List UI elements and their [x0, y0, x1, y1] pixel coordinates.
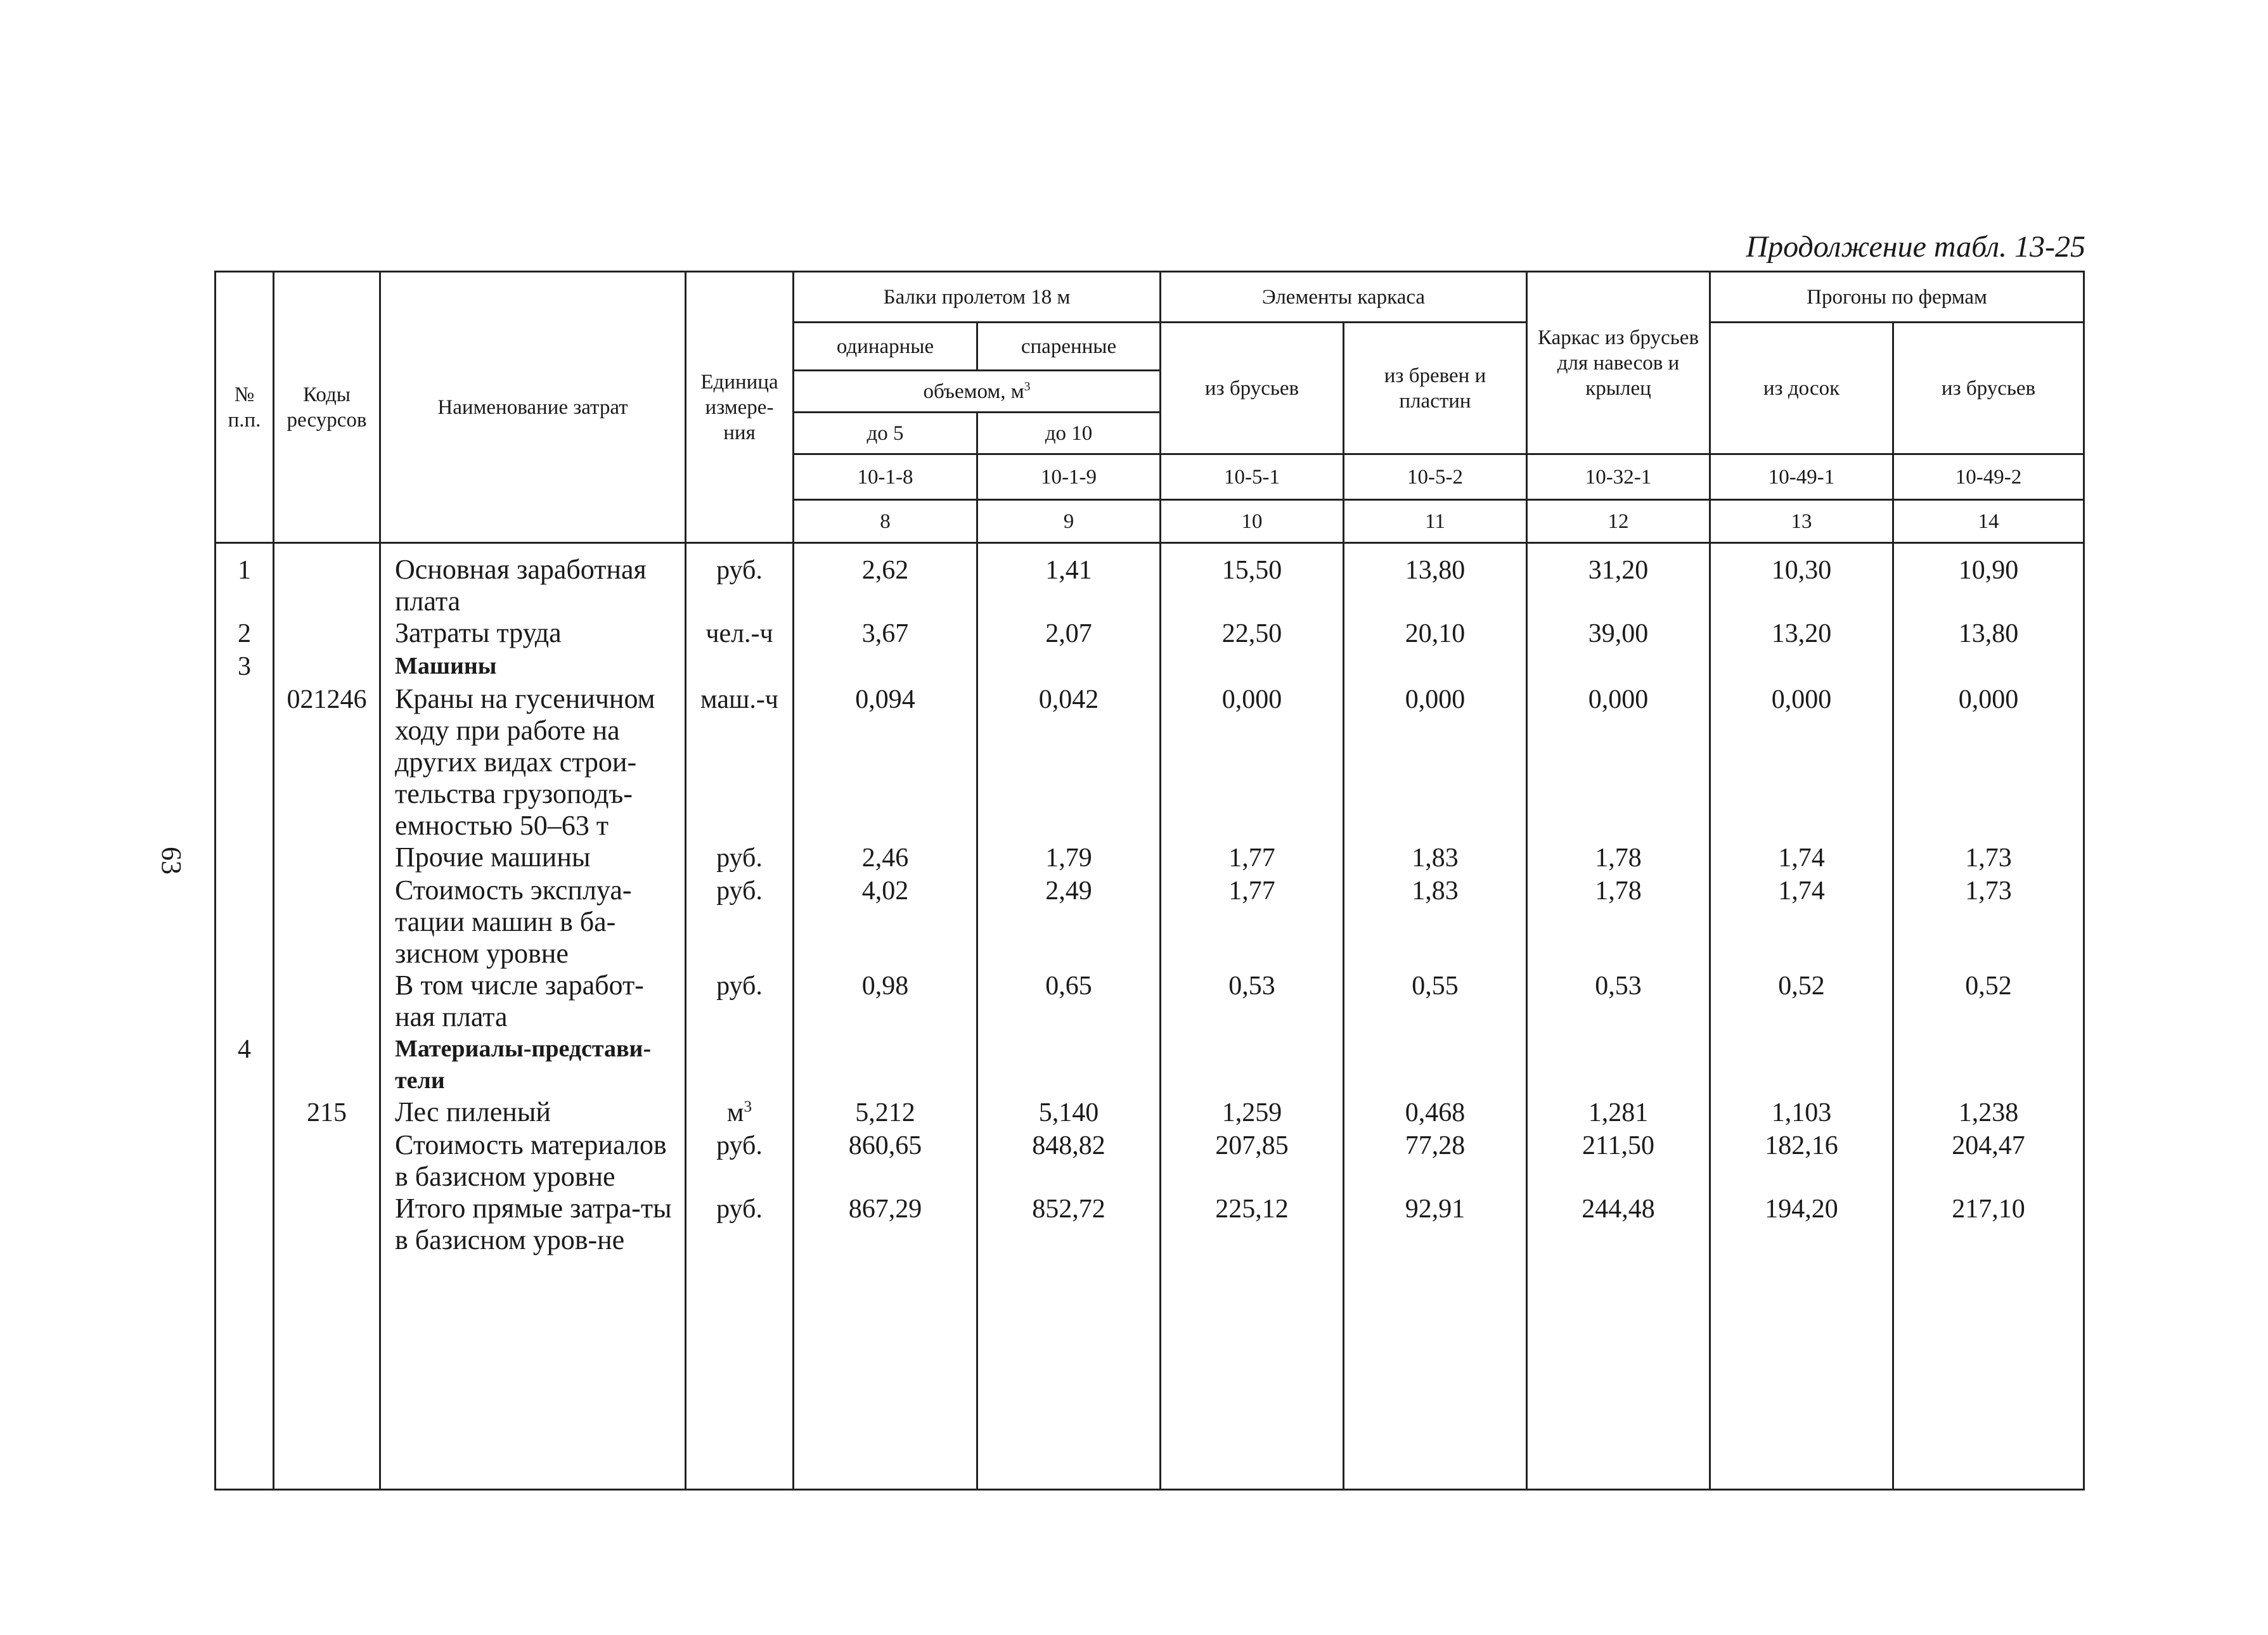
- row-index: [216, 1129, 274, 1193]
- row-name: Основная заработная плата: [380, 543, 686, 618]
- row-code: [274, 1129, 380, 1193]
- row-value: 1,73: [1893, 842, 2084, 875]
- row-code: [274, 1033, 380, 1096]
- row-unit: чел.-ч: [686, 617, 794, 650]
- row-value: 0,000: [1344, 683, 1527, 842]
- filler-cell: [1527, 1256, 1710, 1490]
- row-value: 2,07: [977, 617, 1161, 650]
- header-unit: Единица измере-ния: [686, 272, 794, 543]
- table-row: [216, 1033, 2084, 1096]
- row-value: 1,83: [1344, 875, 1527, 970]
- row-value: 211,50: [1527, 1129, 1710, 1193]
- row-value: 20,10: [1344, 617, 1527, 650]
- row-code: 215: [274, 1096, 380, 1129]
- row-value: [1893, 650, 2084, 683]
- row-value: 1,41: [977, 543, 1161, 618]
- row-section-title: Материалы-представи-тели: [380, 1033, 686, 1096]
- row-name: Затраты труда: [380, 617, 686, 650]
- row-value: [1527, 650, 1710, 683]
- row-value: 1,259: [1161, 1096, 1344, 1129]
- row-index: 2: [216, 617, 274, 650]
- row-value: 225,12: [1161, 1193, 1344, 1256]
- row-name: Прочие машины: [380, 842, 686, 875]
- row-value: 1,238: [1893, 1096, 2084, 1129]
- row-value: 1,73: [1893, 875, 2084, 970]
- header-column-number: 14: [1893, 500, 2084, 543]
- row-code: [274, 970, 380, 1033]
- filler-cell: [1161, 1256, 1344, 1490]
- header-upto-5: до 5: [794, 413, 977, 454]
- row-value: 1,103: [1710, 1096, 1893, 1129]
- row-value: 13,20: [1710, 617, 1893, 650]
- row-unit: руб.: [686, 875, 794, 970]
- row-index: [216, 1193, 274, 1256]
- row-value: 244,48: [1527, 1193, 1710, 1256]
- row-name: В том числе заработ-ная плата: [380, 970, 686, 1033]
- row-value: [1344, 650, 1527, 683]
- row-name: Лес пиленый: [380, 1096, 686, 1129]
- row-index: 3: [216, 650, 274, 683]
- row-value: 0,042: [977, 683, 1161, 842]
- row-value: [1161, 650, 1344, 683]
- row-value: 22,50: [1161, 617, 1344, 650]
- row-unit: руб.: [686, 1129, 794, 1193]
- cost-table-frame: [214, 271, 2083, 1491]
- row-value: 13,80: [1344, 543, 1527, 618]
- row-unit: руб.: [686, 970, 794, 1033]
- row-name: Стоимость материалов в базисном уровне: [380, 1129, 686, 1193]
- row-value: 1,79: [977, 842, 1161, 875]
- row-value: 2,62: [794, 543, 977, 618]
- row-value: 2,49: [977, 875, 1161, 970]
- filler-cell: [977, 1256, 1161, 1490]
- row-unit: руб.: [686, 543, 794, 618]
- row-value: 1,77: [1161, 875, 1344, 970]
- row-value: 10,30: [1710, 543, 1893, 618]
- header-frame-logs: из бревен и пластин: [1344, 323, 1527, 454]
- header-code-cell: 10-1-8: [794, 454, 977, 500]
- header-cost-name: Наименование затрат: [380, 272, 686, 543]
- header-beams-paired: спаренные: [977, 323, 1161, 371]
- header-volume-sup: 3: [1024, 379, 1031, 394]
- table-row: [216, 1193, 2084, 1256]
- filler-cell: [1344, 1256, 1527, 1490]
- table-row: [216, 650, 2084, 683]
- row-unit: маш.-ч: [686, 683, 794, 842]
- row-index: 1: [216, 543, 274, 618]
- table-row: [216, 875, 2084, 970]
- page-number: 63: [156, 847, 187, 875]
- table-row: [216, 970, 2084, 1033]
- row-value: 5,212: [794, 1096, 977, 1129]
- header-column-number: 12: [1527, 500, 1710, 543]
- row-code: [274, 875, 380, 970]
- row-value: 0,98: [794, 970, 977, 1033]
- filler-cell: [1710, 1256, 1893, 1490]
- row-value: 0,52: [1893, 970, 2084, 1033]
- filler-cell: [380, 1256, 686, 1490]
- header-upto-10: до 10: [977, 413, 1161, 454]
- row-value: 867,29: [794, 1193, 977, 1256]
- row-value: [794, 650, 977, 683]
- row-value: 217,10: [1893, 1193, 2084, 1256]
- row-unit-text: м: [726, 1098, 744, 1127]
- row-value: [1710, 650, 1893, 683]
- row-unit-sup: 3: [744, 1098, 752, 1115]
- row-code: [274, 650, 380, 683]
- filler-cell: [216, 1256, 274, 1490]
- row-unit: [686, 650, 794, 683]
- row-value: 5,140: [977, 1096, 1161, 1129]
- row-value: 1,74: [1710, 842, 1893, 875]
- row-value: 0,000: [1710, 683, 1893, 842]
- header-code-cell: 10-5-1: [1161, 454, 1344, 500]
- row-value: 0,000: [1527, 683, 1710, 842]
- header-frame-bars: из брусьев: [1161, 323, 1344, 454]
- row-value: [1527, 1033, 1710, 1096]
- row-value: [1161, 1033, 1344, 1096]
- header-purlins-group: Прогоны по фермам: [1710, 272, 2084, 323]
- row-value: [794, 1033, 977, 1096]
- header-row-number: № п.п.: [216, 272, 274, 543]
- header-code-cell: 10-5-2: [1344, 454, 1527, 500]
- row-unit: руб.: [686, 1193, 794, 1256]
- row-index: [216, 875, 274, 970]
- row-value: 77,28: [1344, 1129, 1527, 1193]
- row-code: [274, 617, 380, 650]
- header-column-number: 9: [977, 500, 1161, 543]
- table-row: [216, 683, 2084, 842]
- row-value: [1710, 1033, 1893, 1096]
- row-value: 0,53: [1161, 970, 1344, 1033]
- table-continuation-title: Продолжение табл. 13-25: [1746, 230, 2085, 264]
- row-value: [1893, 1033, 2084, 1096]
- header-code-cell: 10-1-9: [977, 454, 1161, 500]
- table-row: [216, 617, 2084, 650]
- row-value: 2,46: [794, 842, 977, 875]
- header-volume: [794, 371, 1161, 413]
- row-index: [216, 1096, 274, 1129]
- header-column-number: 13: [1710, 500, 1893, 543]
- row-name: Краны на гусеничном ходу при работе на других видах строи-тельства грузоподъ-емностью 50–63 т: [380, 683, 686, 842]
- row-value: [977, 1033, 1161, 1096]
- filler-cell: [1893, 1256, 2084, 1490]
- header-beams-single: одинарные: [794, 323, 977, 371]
- filler-cell: [274, 1256, 380, 1490]
- row-value: 31,20: [1527, 543, 1710, 618]
- row-index: [216, 683, 274, 842]
- row-value: 182,16: [1710, 1129, 1893, 1193]
- row-name: Итого прямые затра-ты в базисном уров-не: [380, 1193, 686, 1256]
- row-section-title: Машины: [380, 650, 686, 683]
- row-code: [274, 1193, 380, 1256]
- header-code-cell: 10-32-1: [1527, 454, 1710, 500]
- filler-cell: [794, 1256, 977, 1490]
- row-unit: [686, 1033, 794, 1096]
- row-value: 852,72: [977, 1193, 1161, 1256]
- row-code: 021246: [274, 683, 380, 842]
- row-value: 204,47: [1893, 1129, 2084, 1193]
- header-purlins-boards: из досок: [1710, 323, 1893, 454]
- header-beams-group: Балки пролетом 18 м: [794, 272, 1161, 323]
- row-value: 848,82: [977, 1129, 1161, 1193]
- row-value: 194,20: [1710, 1193, 1893, 1256]
- row-value: [1344, 1033, 1527, 1096]
- row-value: 4,02: [794, 875, 977, 970]
- row-value: 0,55: [1344, 970, 1527, 1033]
- row-value: 13,80: [1893, 617, 2084, 650]
- row-value: [977, 650, 1161, 683]
- row-unit: руб.: [686, 842, 794, 875]
- row-value: 1,77: [1161, 842, 1344, 875]
- header-code-cell: 10-49-1: [1710, 454, 1893, 500]
- row-value: 207,85: [1161, 1129, 1344, 1193]
- row-index: 4: [216, 1033, 274, 1096]
- row-value: 92,91: [1344, 1193, 1527, 1256]
- row-value: 1,78: [1527, 842, 1710, 875]
- row-value: 3,67: [794, 617, 977, 650]
- row-value: 0,000: [1893, 683, 2084, 842]
- row-value: 1,78: [1527, 875, 1710, 970]
- row-value: 0,468: [1344, 1096, 1527, 1129]
- header-purlins-bars: из брусьев: [1893, 323, 2084, 454]
- row-index: [216, 970, 274, 1033]
- row-index: [216, 842, 274, 875]
- row-value: 10,90: [1893, 543, 2084, 618]
- row-value: 15,50: [1161, 543, 1344, 618]
- table-row: [216, 1129, 2084, 1193]
- header-canopy-frame: Каркас из брусьев для навесов и крылец: [1527, 272, 1710, 454]
- row-value: 1,281: [1527, 1096, 1710, 1129]
- row-value: 0,000: [1161, 683, 1344, 842]
- row-value: 0,094: [794, 683, 977, 842]
- table-row: [216, 543, 2084, 618]
- header-frame-group: Элементы каркаса: [1161, 272, 1527, 323]
- row-value: 1,83: [1344, 842, 1527, 875]
- header-column-number: 10: [1161, 500, 1344, 543]
- header-code-cell: 10-49-2: [1893, 454, 2084, 500]
- cost-table: [214, 271, 2085, 1491]
- table-filler-row: [216, 1256, 2084, 1490]
- table-row: [216, 1096, 2084, 1129]
- header-column-number: 11: [1344, 500, 1527, 543]
- row-code: [274, 842, 380, 875]
- row-value: 0,65: [977, 970, 1161, 1033]
- row-value: 0,53: [1527, 970, 1710, 1033]
- row-value: 860,65: [794, 1129, 977, 1193]
- row-value: 0,52: [1710, 970, 1893, 1033]
- header-volume-label: объемом, м: [923, 380, 1024, 403]
- row-code: [274, 543, 380, 618]
- table-row: [216, 842, 2084, 875]
- header-resource-codes: Коды ресурсов: [274, 272, 380, 543]
- row-value: 1,74: [1710, 875, 1893, 970]
- header-column-number: 8: [794, 500, 977, 543]
- row-unit: [686, 1096, 794, 1129]
- filler-cell: [686, 1256, 794, 1490]
- row-value: 39,00: [1527, 617, 1710, 650]
- row-name: Стоимость эксплуа-тации машин в ба-зисном уровне: [380, 875, 686, 970]
